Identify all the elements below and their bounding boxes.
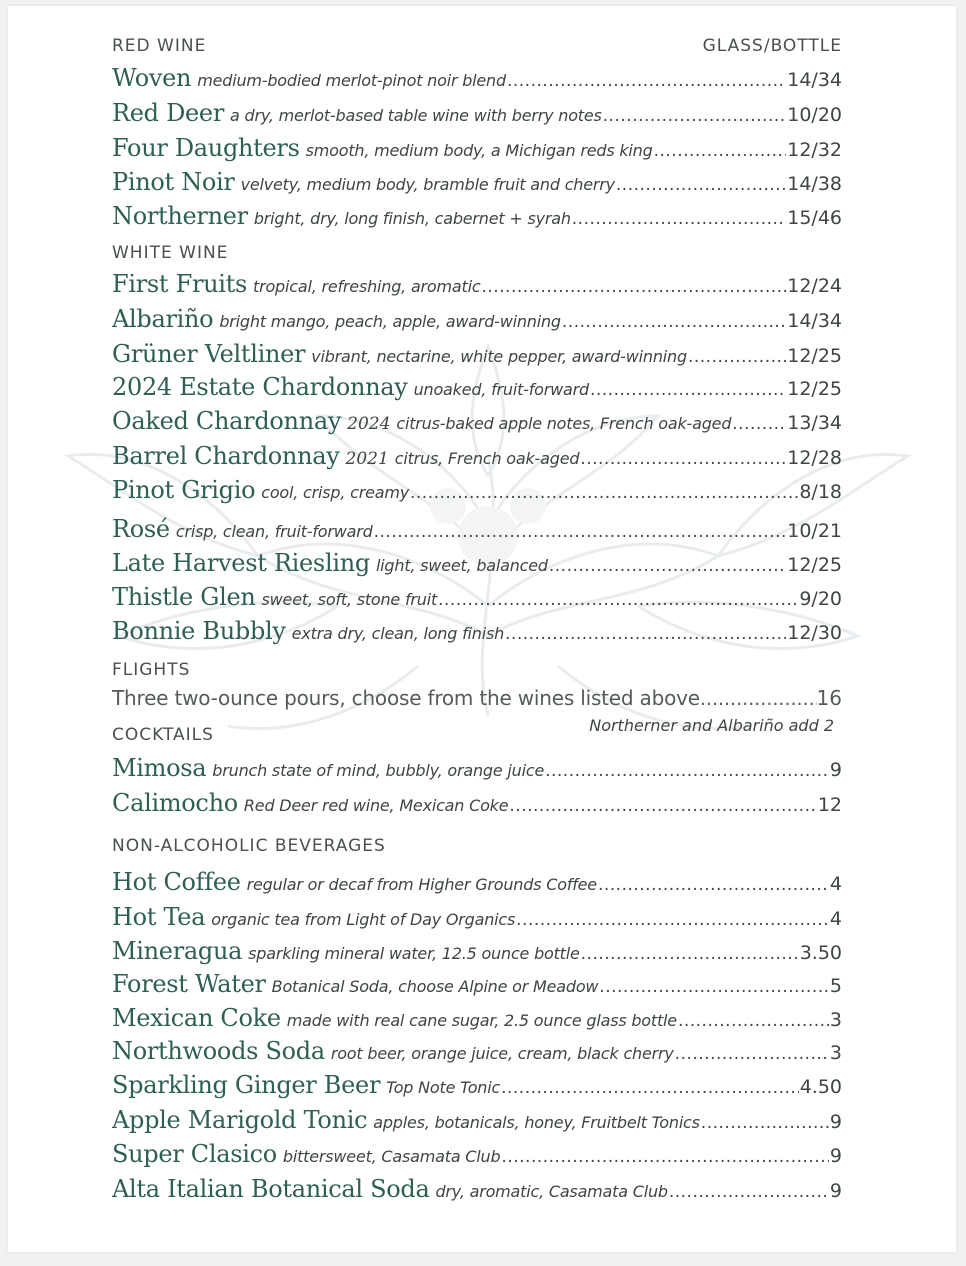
leader-dots [654, 141, 787, 161]
item-price: 9 [829, 1111, 842, 1133]
glass-bottle-label: GLASS/BOTTLE [702, 36, 842, 56]
leader-dots [509, 796, 816, 816]
menu-item [112, 754, 842, 786]
item-name: Mexican Coke [112, 1004, 281, 1032]
menu-item [112, 202, 842, 234]
item-name: Northwoods Soda [112, 1037, 325, 1065]
item-price: 9/20 [799, 588, 842, 610]
item-price: 4 [829, 873, 842, 895]
leader-dots [562, 312, 786, 332]
menu-item [112, 549, 842, 581]
item-price: 9 [829, 1180, 842, 1202]
item-price: 10/20 [787, 104, 842, 126]
menu-item [112, 476, 842, 508]
item-description: sweet, soft, stone fruit [261, 590, 438, 609]
menu-item [112, 64, 842, 96]
item-description: dry, aromatic, Casamata Club [435, 1182, 668, 1201]
item-name: Barrel Chardonnay [112, 442, 340, 470]
item-price: 14/38 [787, 173, 842, 195]
menu-item [112, 134, 842, 166]
item-description: apples, botanicals, honey, Fruitbelt Tonics [373, 1113, 700, 1132]
leader-dots [545, 761, 829, 781]
item-description: smooth, medium body, a Michigan reds king [305, 141, 653, 160]
menu-item [112, 1037, 842, 1069]
item-name: Sparkling Ginger Beer [112, 1071, 381, 1099]
leader-dots [675, 1044, 829, 1064]
leader-dots [481, 277, 786, 297]
item-description: bright, dry, long finish, cabernet + syrah [253, 209, 571, 228]
menu-item [112, 515, 842, 547]
leader-dots [374, 522, 787, 542]
menu-item [112, 789, 842, 821]
flights-price: 16 [816, 686, 842, 710]
item-description: bittersweet, Casamata Club [282, 1147, 501, 1166]
item-name: Albariño [112, 305, 214, 333]
menu-item [112, 903, 842, 935]
item-name: Mimosa [112, 754, 207, 782]
menu-item [112, 270, 842, 302]
item-name: Late Harvest Riesling [112, 549, 370, 577]
item-price: 13/34 [787, 412, 842, 434]
item-price: 15/46 [787, 207, 842, 229]
menu-item [112, 99, 842, 131]
item-price: 10/21 [787, 520, 842, 542]
leader-dots [581, 944, 799, 964]
section-title-cocktails: COCKTAILS [112, 725, 214, 745]
item-description: organic tea from Light of Day Organics [211, 910, 516, 929]
item-description: regular or decaf from Higher Grounds Coffee [246, 875, 597, 894]
item-name: Rosé [112, 515, 170, 543]
menu-item [112, 305, 842, 337]
menu-item [112, 868, 842, 900]
menu-item [112, 340, 842, 372]
item-name: Pinot Grigio [112, 476, 256, 504]
leader-dots [599, 977, 829, 997]
item-description: brunch state of mind, bubbly, orange juice [212, 761, 545, 780]
item-description: extra dry, clean, long finish [291, 624, 505, 643]
item-name: 2024 Estate Chardonnay [112, 373, 408, 401]
leader-dots [701, 1113, 829, 1133]
item-name: Calimocho [112, 789, 238, 817]
item-description: unoaked, fruit-forward [413, 380, 589, 399]
item-price: 12/24 [787, 275, 842, 297]
item-description: a dry, merlot-based table wine with berry notes [230, 106, 602, 125]
item-name: Hot Coffee [112, 868, 241, 896]
red-wine-header [112, 36, 842, 56]
item-name: Grüner Veltliner [112, 340, 306, 368]
item-name: Hot Tea [112, 903, 206, 931]
leader-dots [507, 71, 786, 91]
menu-item [112, 617, 842, 649]
flights-note: Northerner and Albariño add 2 [589, 716, 834, 735]
item-year: 2024 [347, 414, 391, 434]
item-price: 12/25 [787, 554, 842, 576]
item-name: Super Clasico [112, 1140, 277, 1168]
item-price: 5 [829, 975, 842, 997]
item-description: Red Deer red wine, Mexican Coke [243, 796, 509, 815]
white-wine-header [112, 243, 842, 263]
menu-item [112, 937, 842, 969]
non-alcoholic-header [112, 836, 842, 856]
menu-item [112, 407, 842, 439]
item-name: Pinot Noir [112, 168, 235, 196]
leader-dots [598, 875, 829, 895]
cocktails-header [112, 725, 842, 745]
menu-item [112, 583, 842, 615]
menu-item [112, 1004, 842, 1036]
leader-dots [501, 1147, 828, 1167]
item-description: tropical, refreshing, aromatic [253, 277, 481, 296]
section-title-white-wine: WHITE WINE [112, 243, 229, 263]
leader-dots [688, 347, 786, 367]
menu-item [112, 442, 842, 474]
item-price: 3 [829, 1009, 842, 1031]
item-name: Red Deer [112, 99, 224, 127]
item-year: 2021 [345, 449, 389, 469]
item-price: 8/18 [799, 481, 842, 503]
item-price: 12/28 [787, 447, 842, 469]
item-price: 12/32 [787, 139, 842, 161]
item-name: Forest Water [112, 970, 266, 998]
flights-row [112, 686, 842, 716]
leader-dots [572, 209, 786, 229]
item-price: 14/34 [787, 69, 842, 91]
leader-dots [732, 414, 786, 434]
item-name: Northerner [112, 202, 248, 230]
item-price: 9 [829, 1145, 842, 1167]
section-title-non-alcoholic: NON-ALCOHOLIC BEVERAGES [112, 836, 386, 856]
menu-item [112, 1140, 842, 1172]
item-description: root beer, orange juice, cream, black cherry [330, 1044, 674, 1063]
leader-dots [678, 1011, 829, 1031]
item-price: 12/25 [787, 345, 842, 367]
item-price: 14/34 [787, 310, 842, 332]
menu-item [112, 1071, 842, 1103]
leader-dots [669, 1182, 829, 1202]
item-name: First Fruits [112, 270, 248, 298]
item-price: 3 [829, 1042, 842, 1064]
item-description: bright mango, peach, apple, award-winning [219, 312, 561, 331]
leader-dots [603, 106, 787, 126]
menu-item [112, 1175, 842, 1207]
item-price: 12 [817, 794, 842, 816]
item-description: cool, crisp, creamy [261, 483, 409, 502]
flights-header [112, 660, 842, 680]
leader-dots [501, 1078, 799, 1098]
leader-dots [410, 483, 798, 503]
item-description: vibrant, nectarine, white pepper, award-winning [311, 347, 687, 366]
leader-dots [505, 624, 786, 644]
item-name: Thistle Glen [112, 583, 256, 611]
item-name: Mineragua [112, 937, 243, 965]
flights-text: Three two-ounce pours, choose from the wines listed above [112, 686, 700, 710]
item-name: Alta Italian Botanical Soda [112, 1175, 430, 1203]
item-price: 4 [829, 908, 842, 930]
item-price: 4.50 [799, 1076, 842, 1098]
leader-dots [616, 175, 786, 195]
item-description: medium-bodied merlot-pinot noir blend [197, 71, 506, 90]
leader-dots [516, 910, 829, 930]
item-name: Bonnie Bubbly [112, 617, 286, 645]
item-name: Oaked Chardonnay [112, 407, 342, 435]
menu-item [112, 168, 842, 200]
leader-dots [580, 449, 786, 469]
item-name: Woven [112, 64, 192, 92]
leader-dots [700, 688, 817, 710]
section-title-flights: FLIGHTS [112, 660, 191, 680]
menu-item [112, 373, 842, 405]
item-price: 9 [829, 759, 842, 781]
item-description: Top Note Tonic [386, 1078, 501, 1097]
item-description: made with real cane sugar, 2.5 ounce glass bottle [286, 1011, 677, 1030]
item-price: 12/25 [787, 378, 842, 400]
item-description: sparkling mineral water, 12.5 ounce bottle [248, 944, 580, 963]
item-description: citrus, French oak-aged [394, 449, 580, 468]
menu-item [112, 1106, 842, 1138]
leader-dots [590, 380, 786, 400]
menu-item [112, 970, 842, 1002]
item-description: Botanical Soda, choose Alpine or Meadow [271, 977, 599, 996]
leader-dots [438, 590, 798, 610]
item-description: citrus-baked apple notes, French oak-aged [396, 414, 732, 433]
leader-dots [549, 556, 786, 576]
item-name: Four Daughters [112, 134, 300, 162]
item-price: 12/30 [787, 622, 842, 644]
item-price: 3.50 [799, 942, 842, 964]
menu-page [8, 6, 956, 1252]
item-description: light, sweet, balanced [375, 556, 548, 575]
section-title-red-wine: RED WINE [112, 36, 207, 56]
item-description: crisp, clean, fruit-forward [175, 522, 373, 541]
item-name: Apple Marigold Tonic [112, 1106, 368, 1134]
item-description: velvety, medium body, bramble fruit and cherry [240, 175, 615, 194]
